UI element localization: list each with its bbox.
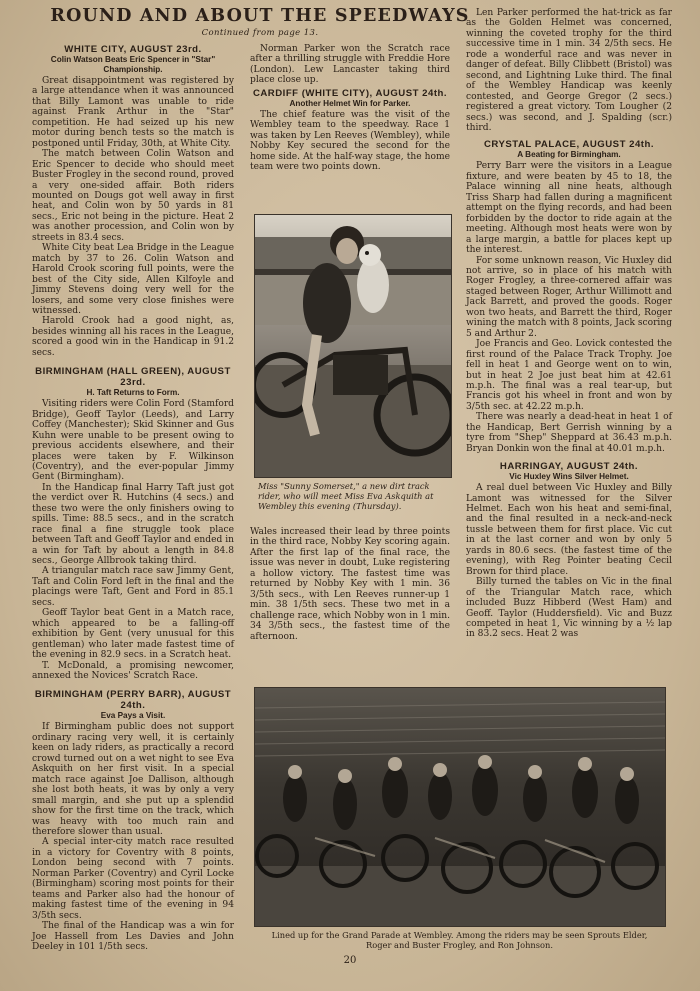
rider-photo-caption: Miss "Sunny Somerset," a new dirt track rider, who will meet Miss Eva Askquith at Wembley this evening (Thursday). xyxy=(258,481,434,511)
paragraph: White City beat Lea Bridge in the League match by 37 to 26. Colin Watson and Harold Crook scoring full points, were the best of the City side, Allen Kilfoyle and Jimmy Stevens doing very well for the losers, and some very close finishes were witnessed. xyxy=(32,243,234,316)
paragraph: The final of the Handicap was a win for Joe Hassell from Les Davies and John Deeley in 101 1/5th secs. xyxy=(32,921,234,952)
rider-photo xyxy=(254,214,452,478)
column-3 xyxy=(466,8,672,640)
section-subheading-perry-barr: Eva Pays a Visit. xyxy=(100,711,166,721)
rider-with-dog-photo-image xyxy=(255,215,451,477)
page-number: 20 xyxy=(343,955,357,966)
grand-parade-caption: Lined up for the Grand Parade at Wembley. Among the riders may be seen Sprouts Elder, Roger and Buster Frogley, and Ron Johnson. xyxy=(271,930,648,950)
section-heading-white-city: WHITE CITY, AUGUST 23rd. xyxy=(64,44,202,55)
section-subheading-harringay: Vic Huxley Wins Silver Helmet. xyxy=(509,472,629,482)
column-2-top xyxy=(250,44,450,173)
paragraph: Harold Crook had a good night, as, besides winning all his races in the League, scored a good win in the Handicap in 91.2 secs. xyxy=(32,316,234,358)
section-subheading-white-city: Colin Watson Beats Eric Spencer in "Star" Championship. xyxy=(50,55,216,74)
continued-note: Continued from page 13. xyxy=(201,28,319,38)
paragraph: In the Handicap final Harry Taft just got the verdict over R. Hutchins (4 secs.) and these two were the only finishers owing to spills. Time: 88.5 secs., and in the scratch race final a fine struggle took place between Taft and Geoff Taylor and ended in a win for Taft by about a length in 84.8 secs., George Allbrook taking third. xyxy=(32,482,234,567)
section-heading-hall-green: BIRMINGHAM (HALL GREEN), AUGUST 23rd. xyxy=(35,366,231,389)
paragraph: Perry Barr were the visitors in a League fixture, and were beaten by 45 to 18, the Palace winning all nine heats, although Triss Sharp had fallen during a magnificent attempt on the flying records, and had been forbidden by the doctor to ride again at the meeting. Although most heats were won by a large margin, a battle for places kept up the interest. xyxy=(466,161,672,256)
paragraph: A special inter-city match race resulted in a victory for Coventry with 8 points, London being second with 7 points. Norman Parker (Coventry) and Cyril Locke (Birmingham) scoring most points for their teams and Parker also had the honour of making fastest time of the evening in 94 3/5th secs. xyxy=(32,837,234,921)
section-subheading-hall-green: H. Taft Returns to Form. xyxy=(86,388,180,398)
paragraph: Len Parker performed the hat-trick as far as the Golden Helmet was concerned, winning the coveted trophy for the third successive time in 1 min. 34 2/5th secs. He rode a wonderful race and was never in danger of defeat. Billy Clibbett (Bristol) was second, and Lightning Luke third. The final of the Wembley Handicap was keenly contested, and George Gregor (2 secs.) registered a great victory. Tom Lougher (2 secs.) was second, and J. Spalding (scr.) third. xyxy=(466,8,672,133)
grand-parade-photo xyxy=(254,687,666,927)
paragraph: The match between Colin Watson and Eric Spencer to decide who should meet Buster Frogley in the second round, proved a very one-sided affair. Both riders mounted on Dougs got well away in first heat, and Colin won by 50 yards in 81 secs., Eric not being in the picture. Heat 2 was another procession, and Colin won by streets in 83.4 secs. xyxy=(32,149,234,243)
paragraph: T. McDonald, a promising newcomer, annexed the Novices' Scratch Race. xyxy=(32,660,234,682)
paragraph: The chief feature was the visit of the Wembley team to the speedway. Race 1 was taken by Len Reeves (Wembley), while Nobby Key secured the second for the home side. At the half-way stage, the home team were two points down. xyxy=(250,109,450,173)
page-headline: ROUND AND ABOUT THE SPEEDWAYS xyxy=(50,6,470,26)
column-2-bottom xyxy=(250,527,450,642)
section-subheading-cardiff: Another Helmet Win for Parker. xyxy=(289,98,411,108)
paragraph: Billy turned the tables on Vic in the final of the Triangular Match race, which included Buzz Hibberd (West Ham) and Geoff. Taylor (Huddersfield). Vic and Buzz competed in heat 1, Vic winning by a ½ lap in 83.2 secs. Heat 2 was xyxy=(466,577,672,640)
paragraph: A triangular match race saw Jimmy Gent, Taft and Colin Ford left in the final and the placings were Taft, Gent and Ford in 85.1 secs. xyxy=(32,566,234,608)
column-1 xyxy=(32,44,234,952)
paragraph: A real duel between Vic Huxley and Billy Lamont was witnessed for the Silver Helmet. Each won his heat and semi-final, and the final resulted in a neck-and-neck tussle between them for first place. Vic cut in at the last corner and won by only 5 yards in 80.6 secs. (the fastest time of the evening), with Reg Pointer beating Cecil Brown for third place. xyxy=(466,483,672,577)
paragraph: If Birmingham public does not support ordinary racing very well, it is certainly keen on lady riders, as practically a record crowd turned out on a wet night to see Eva Askquith on her first visit. In a special match race against Joe Dallison, although she lost both heats, it was by only a very small margin, and she put up a splendid show for the first time on the track, which was heavy with too much rain and therefore slower than usual. xyxy=(32,722,234,837)
paragraph: For some unknown reason, Vic Huxley did not arrive, so in place of his match with Roger Frogley, a three-cornered affair was staged between Roger, Arthur Willimott and Jack Barrett, and proved the goods. Roger won two heats, and Barrett the third, Roger wining the match with 8 points, Jack scoring 5 and Arthur 2. xyxy=(466,255,673,339)
section-heading-crystal-palace: CRYSTAL PALACE, AUGUST 24th. xyxy=(484,139,654,151)
paragraph: Norman Parker won the Scratch race after a thrilling struggle with Freddie Hore (London). Lew Lancaster taking third place close up. xyxy=(250,44,450,86)
paragraph: Visiting riders were Colin Ford (Stamford Bridge), Geoff Taylor (Leeds), and Larry Coffey (Manchester); Skid Skinner and Gus Kuhn were unable to be present owing to previous accidents elsewhere, and their places were taken by F. Wilkinson (Coventry), and the ever-popular Jimmy Gent (Birmingham). xyxy=(32,399,234,483)
section-heading-harringay: HARRINGAY, AUGUST 24th. xyxy=(499,461,639,473)
paragraph: There was nearly a dead-heat in heat 1 of the Handicap, Bert Gerrish winning by a tyre from "Shep" Sheppard at 36.43 m.p.h. Bryan Donkin won the final at 40.01 m.p.h. xyxy=(466,412,672,454)
paragraph: Joe Francis and Geo. Lovick contested the first round of the Palace Track Trophy. Joe fell in heat 1 and George went on to win, but in heat 2 Joe just beat him at 42.61 m.p.h. The final was a real tear-up, but Francis got his wheel in front and won by 3/5th sec. at 42.22 m.p.h. xyxy=(466,339,672,412)
paragraph: Wales increased their lead by three points in the third race, Nobby Key scoring again. After the first lap of the final race, the issue was never in doubt, Luke registering a hollow victory. The fastest time was returned by Nobby Key with 1 min. 36 3/5th secs., with Len Reeves runner-up 1 min. 38 1/5th secs. These two met in a challenge race, which Nobby won in 1 min. 34 3/5th secs., the fastest time of the afternoon. xyxy=(250,527,450,642)
section-subheading-crystal-palace: A Beating for Birmingham. xyxy=(517,150,621,160)
section-heading-cardiff: CARDIFF (WHITE CITY), AUGUST 24th. xyxy=(252,87,448,99)
section-heading-perry-barr: BIRMINGHAM (PERRY BARR), AUGUST 24th. xyxy=(34,689,232,712)
grand-parade-photo-image xyxy=(255,688,665,926)
paragraph: Great disappointment was registered by a large attendance when it was announced that Billy Lamont was unable to ride against Frank Arthur in the "Star" competition. He had seized up his new motor during bench tests so the match is postponed until Friday, 30th, at White City. xyxy=(32,76,234,149)
paragraph: Geoff Taylor beat Gent in a Match race, which appeared to be a falling-off exhibition by Gent (very unusual for this gentleman) who later made fastest time of the evening in 82.9 secs. in a Scratch heat. xyxy=(32,608,234,661)
